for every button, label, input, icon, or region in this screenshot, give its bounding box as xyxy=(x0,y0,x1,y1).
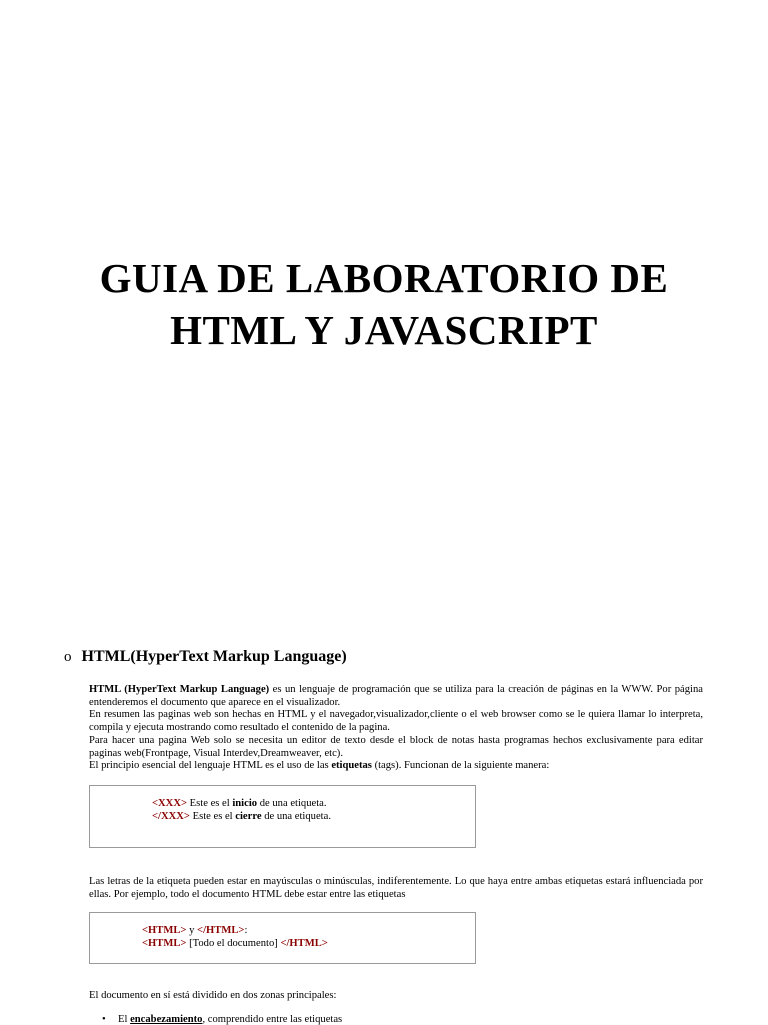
zones-list xyxy=(102,1014,342,1025)
tags-case-paragraph: Las letras de la etiqueta pueden estar en mayúsculas o minúsculas, indiferentemente. Lo que haya entre ambas etiquetas estará influenciada por ellas. Por ejemplo, todo el documento HTML debe estar entre las etiquetas xyxy=(89,876,703,900)
title-line-2: HTML Y JAVASCRIPT xyxy=(170,307,598,353)
circle-bullet-icon: o xyxy=(64,648,72,665)
document-zones-paragraph: El documento en sí está dividido en dos zonas principales: xyxy=(89,990,337,1001)
intro-paragraph-2: En resumen las paginas web son hechas en HTML y el navegador,visualizador,cliente o el web browser como se le quiera llamar lo interpreta, compila y ejecuta mostrando como resultado el contenido de la pagina. xyxy=(89,709,703,734)
tag-end-line: </XXX> Este es el cierre de una etiqueta. xyxy=(152,810,331,822)
html-tags-line-1: <HTML> y </HTML>: xyxy=(142,925,248,936)
title-line-1: GUIA DE LABORATORIO DE xyxy=(99,255,669,301)
html-term: HTML (HyperText Markup Language) xyxy=(89,684,270,695)
html-tags-line-2: <HTML> [Todo el documento] </HTML> xyxy=(142,937,328,949)
list-item: • El encabezamiento, comprendido entre las etiquetas xyxy=(102,1014,342,1025)
section-heading xyxy=(64,648,347,666)
intro-block xyxy=(89,684,703,773)
intro-paragraph-4: El principio esencial del lenguaje HTML es el uso de las etiquetas (tags). Funcionan de la siguiente manera: xyxy=(89,760,550,772)
tag-example-box xyxy=(89,785,476,848)
intro-paragraph-3: Para hacer una pagina Web solo se necesita un editor de texto desde el block de notas hasta programas hechos exclusivamente para editar paginas web(Frontpage, Visual Interdev,Dreamweaver, etc). xyxy=(89,734,703,759)
section-heading-text: HTML(HyperText Markup Language) xyxy=(81,648,347,665)
html-tag-example-box xyxy=(89,912,476,964)
document-title xyxy=(0,252,768,356)
tag-start-line: <XXX> Este es el inicio de una etiqueta. xyxy=(152,798,327,809)
intro-paragraph-1: HTML (HyperText Markup Language) es un lenguaje de programación que se utiliza para la creación de páginas en la WWW. Por página entenderemos el documento que aparece en el visualizador. xyxy=(89,684,703,708)
